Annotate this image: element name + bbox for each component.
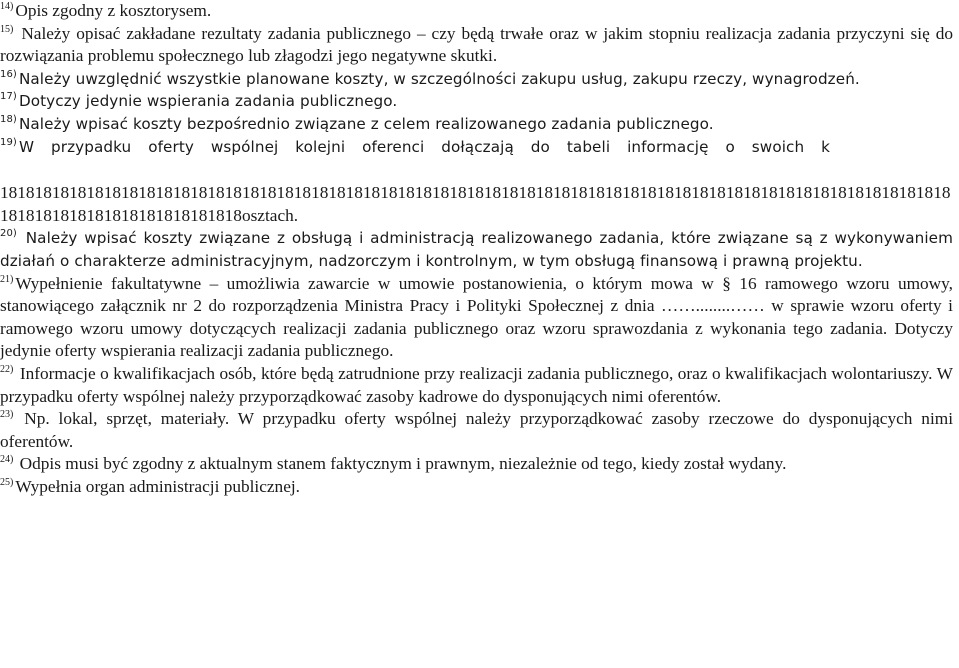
- footnote-22: [0, 363, 953, 408]
- footnote-text: Odpis musi być zgodny z aktualnym stanem faktycznym i prawnym, niezależnie od tego, kiedy został wydany.: [19, 454, 787, 474]
- footnote-text: Należy uwzględnić wszystkie planowane koszty, w szczególności zakupu usług, zakupu rzeczy, wynagrodzeń.: [18, 69, 860, 88]
- footnote-text: Informacje o kwalifikacjach osób, które będą zatrudnione przy realizacji zadania publicznego, oraz o kwalifikacjach wolontariuszy. W przypadku oferty wspólnej należy przyporządkować zasoby kadrowe do dysponujących nimi oferentów.: [0, 363, 953, 406]
- footnote-19-continuation: 181818181818181818181818181818181818181818181818181818181818181818181818181818181818181818181818181818181818181818181818181818181818181818osztach.: [0, 183, 951, 225]
- footnote-text: Wypełnienie fakultatywne – umożliwia zawarcie w umowie postanowienia, o którym mowa w § 16 ramowego wzoru umowy, stanowiącego załącznik nr 2 do rozporządzenia Ministra Pracy i Polityki Społecznej z dnia ……........…… w sprawie wzoru oferty i ramowego wzoru umowy dotyczących realizacji zadania publicznego oraz wzoru sprawozdania z wykonania tego zadania. Dotyczy jedynie oferty wspierania realizacji zadania publicznego.: [0, 273, 953, 361]
- blank-gap: [0, 158, 953, 182]
- footnote-20: [0, 227, 953, 272]
- footnote-number: 15): [0, 23, 14, 35]
- footnote-number: 19): [0, 136, 17, 148]
- footnote-text: Należy wpisać koszty związane z obsługą i administracją realizowanego zadania, które związane są z wykonywaniem działań o charakterze administracyjnym, nadzorczym i kontrolnym, w tym obsługą finansową i prawną projektu.: [0, 229, 953, 270]
- footnote-number: 21): [0, 273, 14, 285]
- footnote-number: 14): [0, 1, 14, 12]
- footnote-19: [0, 136, 953, 159]
- footnote-16: [0, 68, 953, 91]
- footnote-24: [0, 453, 953, 476]
- footnote-number: 25): [0, 476, 14, 488]
- footnote-text: Opis zgodny z kosztorysem.: [15, 1, 212, 20]
- footnote-text: Dotyczy jedynie wspierania zadania publicznego.: [18, 92, 398, 111]
- footnote-number: 18): [0, 113, 17, 125]
- footnote-text: Wypełnia organ administracji publicznej.: [15, 476, 300, 496]
- footnote-number: 20): [0, 228, 17, 240]
- footnote-23: [0, 408, 953, 453]
- footnote-17: [0, 90, 953, 113]
- footnote-text: Należy wpisać koszty bezpośrednio związane z celem realizowanego zadania publicznego.: [18, 114, 714, 133]
- footnote-15: [0, 23, 953, 68]
- footnote-14: [0, 0, 953, 23]
- footnote-text: Np. lokal, sprzęt, materiały. W przypadku oferty wspólnej należy przyporządkować zasoby rzeczowe do dysponujących nimi oferentów.: [0, 409, 953, 451]
- footnote-number: 17): [0, 91, 17, 103]
- footnote-text: W przypadku oferty wspólnej kolejni oferenci dołączają do tabeli informację o swoich k: [18, 137, 831, 156]
- footnote-21: [0, 273, 953, 363]
- footnote-number: 24): [0, 454, 14, 466]
- footnote-18: [0, 113, 953, 136]
- footnote-number: 16): [0, 68, 17, 80]
- footnote-25: [0, 476, 953, 499]
- footnote-text: Należy opisać zakładane rezultaty zadania publicznego – czy będą trwałe oraz w jakim stopniu realizacja zadania przyczyni się do rozwiązania problemu społecznego lub złagodzi jego negatywne skutki.: [0, 23, 953, 66]
- footnote-number: 22): [0, 363, 14, 375]
- footnote-number: 23): [0, 409, 14, 421]
